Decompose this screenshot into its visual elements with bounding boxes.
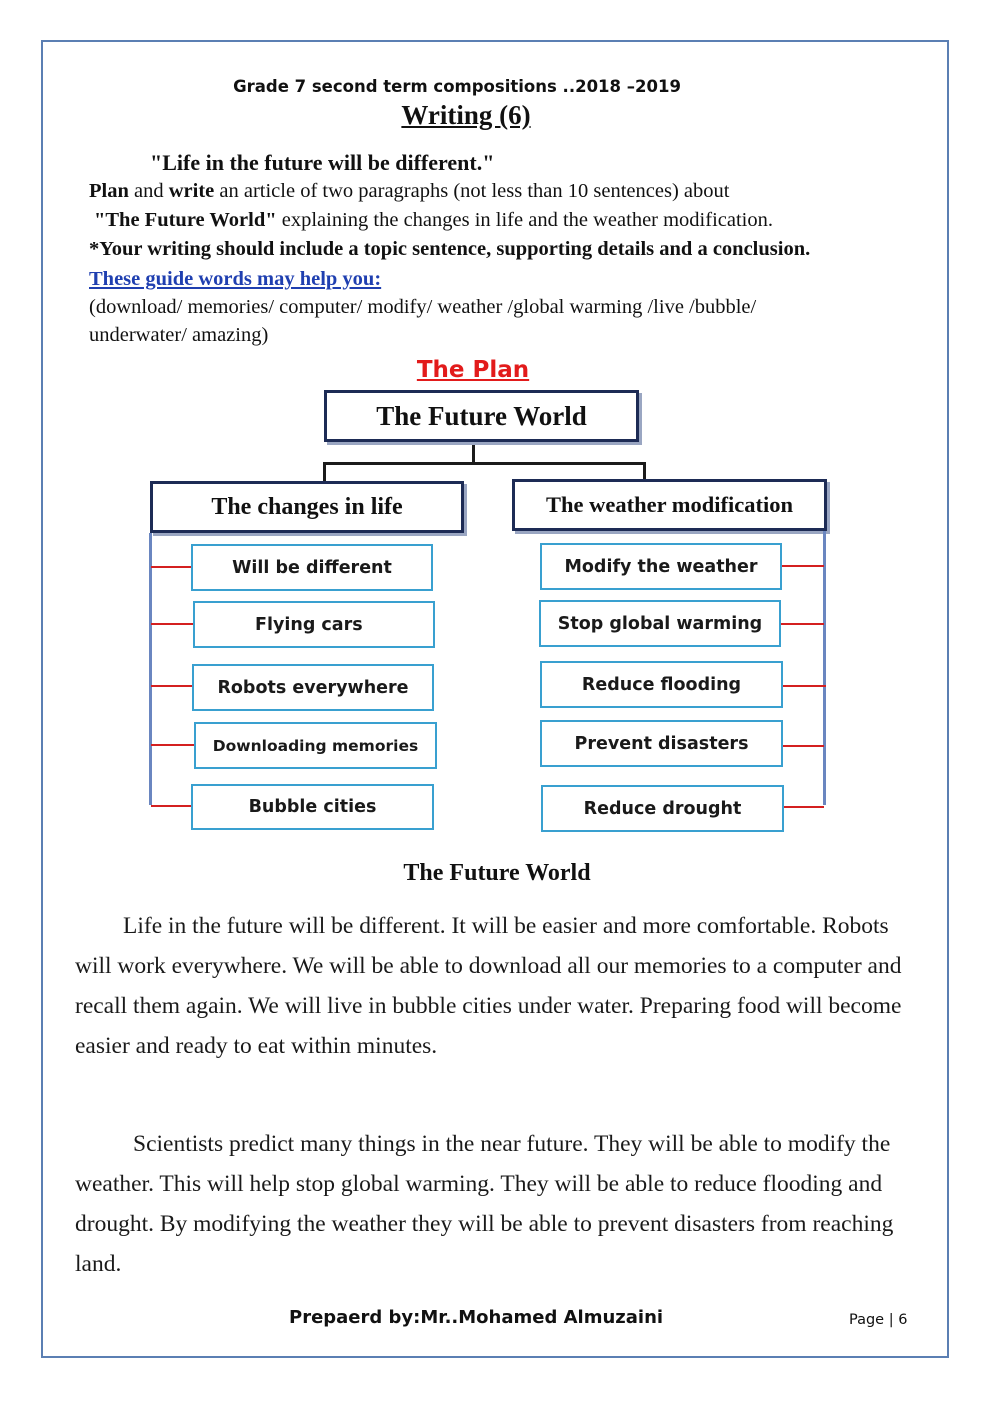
essay-paragraph-1: Life in the future will be different. It will be easier and more comfortable. Robots will work everywhere. We will be able to download all our memories to a computer and recall them again. We will live in bubble cities under water. Preparing food will become easier and ready to eat within minutes. <box>75 913 902 1059</box>
right-tick <box>782 745 824 747</box>
connector-left-down <box>323 462 326 482</box>
left-branch-line <box>149 533 152 805</box>
right-branch-box: The weather modification <box>512 479 827 531</box>
left-item-3: Robots everywhere <box>192 664 434 711</box>
left-tick <box>151 566 192 568</box>
instruction-text: an article of two paragraphs (not less than 10 sentences) about <box>214 180 730 202</box>
topic-quote: "Life in the future will be different." <box>150 150 495 175</box>
left-tick <box>151 623 194 625</box>
left-tick <box>151 685 193 687</box>
right-item-4: Prevent disasters <box>540 720 783 767</box>
guide-words-line-2: underwater/ amazing) <box>89 324 269 346</box>
right-item-1: Modify the weather <box>540 543 782 590</box>
left-item-2: Flying cars <box>193 601 435 648</box>
right-branch-line <box>823 531 826 805</box>
document-header-title: Grade 7 second term compositions ..2018 –2019 <box>233 77 681 96</box>
left-item-5: Bubble cities <box>191 784 434 830</box>
right-tick <box>782 685 826 687</box>
article-title-ref: "The Future World" <box>94 209 277 231</box>
guide-words-line-1: (download/ memories/ computer/ modify/ weather /global warming /live /bubble/ <box>89 296 757 318</box>
right-tick <box>783 806 824 808</box>
document-section-title: Writing (6) <box>401 100 531 130</box>
connector-right-down <box>643 462 646 480</box>
plan-title: The Plan <box>416 357 530 383</box>
essay-paragraph-2: Scientists predict many things in the near future. They will be able to modify the weather. This will help stop global warming. They will be able to reduce flooding and drought. By modifying the weather they will be able to prevent disasters from reaching land. <box>75 1131 894 1277</box>
essay-title: The Future World <box>403 860 591 886</box>
instruction-text: and <box>128 180 169 202</box>
right-item-3: Reduce flooding <box>540 661 783 708</box>
instruction-requirement: *Your writing should include a topic sentence, supporting details and a conclusion. <box>89 238 811 260</box>
right-tick <box>782 565 824 567</box>
plan-root-box: The Future World <box>324 390 639 442</box>
right-item-5: Reduce drought <box>541 785 784 832</box>
left-branch-box: The changes in life <box>150 481 464 533</box>
left-item-4: Downloading memories <box>194 722 437 769</box>
plan-word: Plan <box>89 180 129 202</box>
instruction-text: explaining the changes in life and the weather modification. <box>276 209 773 231</box>
write-word: write <box>168 180 215 202</box>
footer-author: Prepaerd by:Mr..Mohamed Almuzaini <box>289 1307 664 1328</box>
instruction-line-1 <box>89 180 729 203</box>
connector-horizontal <box>323 462 646 465</box>
connector-root-down <box>472 442 475 464</box>
left-tick <box>151 805 192 807</box>
right-item-2: Stop global warming <box>539 600 781 647</box>
right-tick <box>781 623 824 625</box>
guide-words-label: These guide words may help you: <box>89 268 382 290</box>
page-number: Page | 6 <box>849 1312 908 1328</box>
instruction-line-2 <box>94 209 773 232</box>
left-tick <box>151 744 195 746</box>
left-item-1: Will be different <box>191 544 433 591</box>
